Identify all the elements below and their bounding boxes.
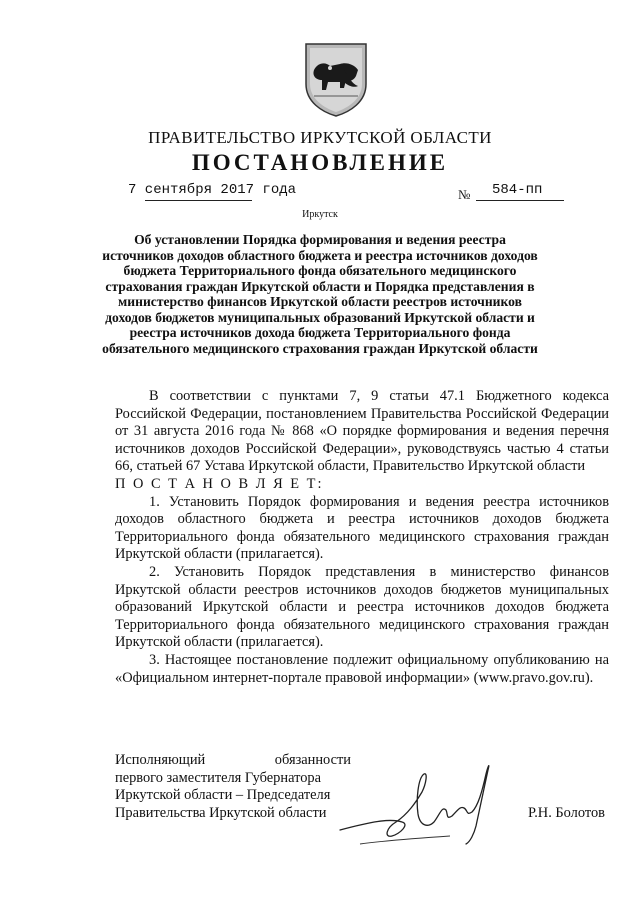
decree-item-1: 1. Установить Порядок формирования и ведения реестра источников доходов областного бюджета и реестра источников доходов бюджета Территориального фонда обязательного медицинского страхования граждан Иркутской области (прилагается). bbox=[115, 493, 609, 563]
document-date: 7 сентября 2017 года bbox=[128, 182, 297, 198]
document-number: 584-пп bbox=[492, 182, 543, 198]
handwritten-signature bbox=[330, 752, 500, 852]
number-underline bbox=[476, 200, 564, 201]
signatory-position bbox=[115, 752, 351, 822]
decree-item-2: 2. Установить Порядок представления в министерство финансов Иркутской области реестров источников доходов бюджетов муниципальных образований Иркутской области и реестра источников доходов бюджета Территориального фонда обязательного медицинского страхования граждан Иркутской области (прилагается). bbox=[115, 563, 609, 651]
government-title: ПРАВИТЕЛЬСТВО ИРКУТСКОЙ ОБЛАСТИ bbox=[148, 128, 492, 147]
number-sign: № bbox=[458, 187, 471, 202]
document-type: ПОСТАНОВЛЕНИЕ bbox=[191, 150, 449, 175]
document-body bbox=[115, 388, 609, 687]
date-underline bbox=[145, 200, 252, 201]
coat-of-arms-icon bbox=[300, 40, 372, 118]
signatory-name: Р.Н. Болотов bbox=[528, 805, 605, 821]
city-label: Иркутск bbox=[302, 209, 338, 220]
signatory-line-4: Правительства Иркутской области bbox=[115, 804, 327, 821]
decree-word: П О С Т А Н О В Л Я Е Т: bbox=[115, 475, 324, 492]
document-heading: Об установлении Порядка формирования и ведения реестра источников доходов областного бюджета и реестра источников доходов бюджета Территориального фонда обязательного медицинского страхования граждан Иркутской области и Порядка представления в министерство финансов Иркутской области реестров источников доходов бюджетов муниципальных образований Иркутской области и реестра источников дохода бюджета Территориального фонда обязательного медицинского страхования граждан Иркутской области bbox=[102, 232, 538, 356]
signatory-line-3: Иркутской области – Председателя bbox=[115, 787, 331, 804]
signatory-line-1: Исполняющий обязанности bbox=[115, 752, 351, 768]
decree-item-3: 3. Настоящее постановление подлежит официальному опубликованию на «Официальном интернет-портале правовой информации» (www.pravo.gov.ru). bbox=[115, 651, 609, 686]
preamble-paragraph: В соответствии с пунктами 7, 9 статьи 47.1 Бюджетного кодекса Российской Федерации, постановлением Правительства Российской Федерации от 31 августа 2016 года № 868 «О порядке формирования и ведения перечня источников доходов Российской Федерации», руководствуясь частью 4 статьи 66, статьей 67 Устава Иркутской области, Правительство Иркутской области bbox=[115, 388, 609, 475]
signatory-line-2: первого заместителя Губернатора bbox=[115, 769, 321, 786]
